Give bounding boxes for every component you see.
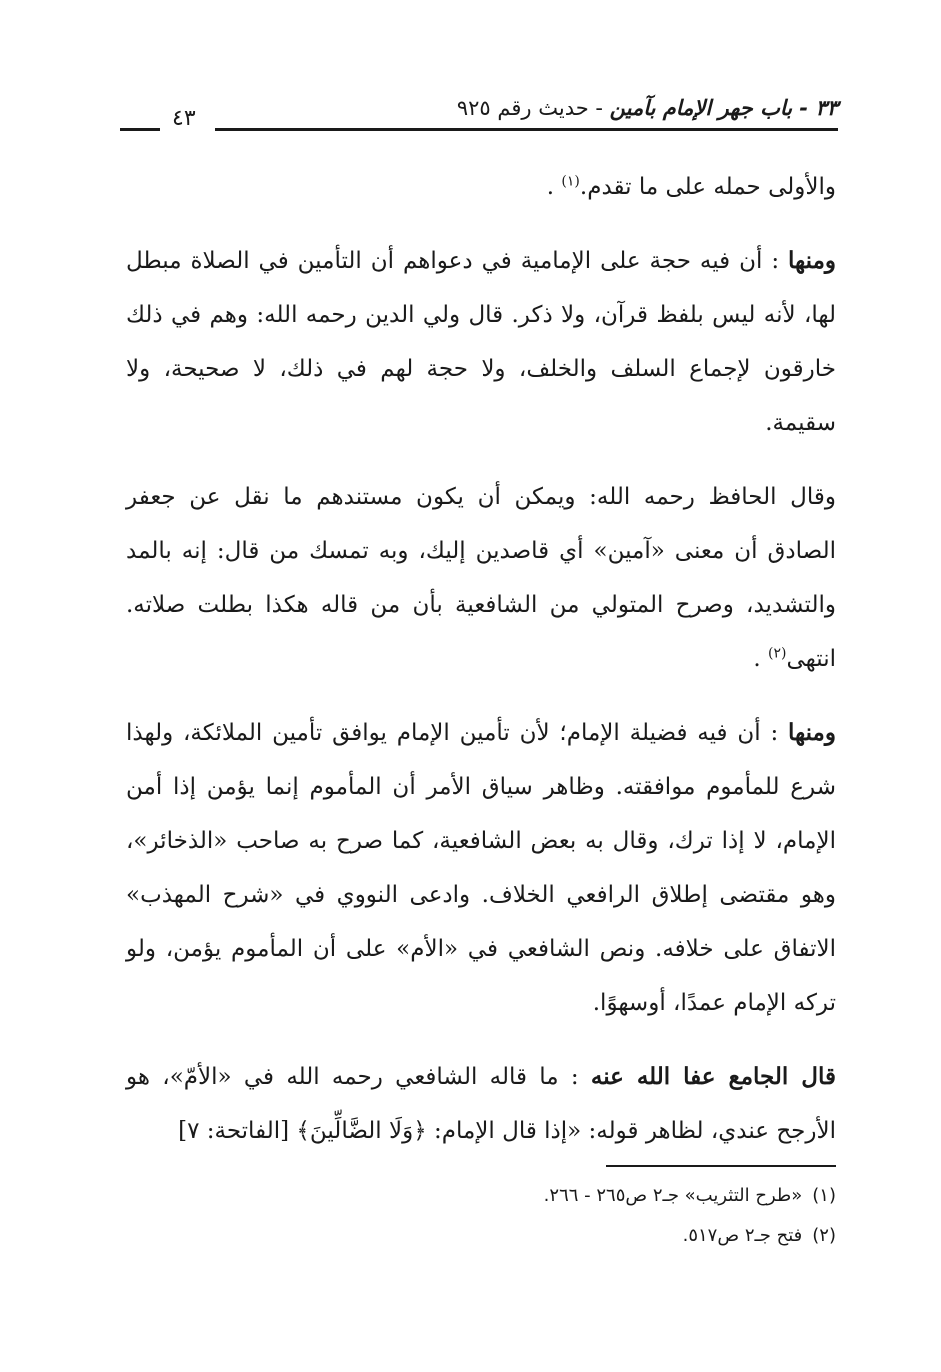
running-title — [457, 96, 838, 120]
paragraph-text: : ما قاله الشافعي رحمه الله في «الأمّ»، هو الأرجح عندي، لظاهر قوله: «إذا قال الإمام: ﴿وَلَا الضَّالِّينَ﴾ [الفاتحة: ٧] — [126, 1064, 836, 1144]
footnote-number: (١) — [812, 1185, 836, 1206]
footnote-text: فتح جـ٢ ص٥١٧. — [682, 1225, 803, 1246]
paragraph-lead: قال الجامع عفا الله عنه — [590, 1063, 836, 1090]
paragraph — [126, 706, 836, 1030]
paragraph — [126, 1050, 836, 1158]
page-number: ٤٣ — [172, 106, 196, 131]
page-number-dash — [120, 128, 160, 131]
paragraph: والأولى حمله على ما تقدم.$^{(١)}$ . — [546, 173, 836, 200]
paragraph-text: والأولى حمله على ما تقدم. — [579, 174, 836, 200]
main-text — [126, 160, 836, 1178]
paragraph — [126, 234, 836, 450]
footnote — [336, 1216, 836, 1256]
footnote-rule — [606, 1165, 836, 1167]
footnote-text: «طرح التثريب» جـ٢ ص٢٦٥ - ٢٦٦. — [543, 1185, 803, 1206]
chapter-title: ٣٣ - باب جهر الإمام بآمين — [609, 96, 838, 120]
footnotes — [336, 1176, 836, 1256]
paragraph-lead: ومنها — [788, 719, 836, 746]
header-rule — [215, 128, 838, 131]
paragraph-text: وقال الحافظ رحمه الله: ويمكن أن يكون مستندهم ما نقل عن جعفر الصادق أن معنى «آمين» أي قاصدين إليك، وبه تمسك من قال: إنه بالمد والتشديد، وصرح المتولي من الشافعية بأن من قاله هكذا بطلت صلاته. انتهى — [126, 484, 836, 672]
paragraph-text: : أن فيه حجة على الإمامية في دعواهم أن التأمين في الصلاة مبطل لها، لأنه ليس بلفظ قرآن، ولا ذكر. قال ولي الدين رحمه الله: وهم في ذلك خارقون لإجماع السلف والخلف، ولا حجة لهم في ذلك، لا صحيحة، ولا سقيمة. — [126, 248, 836, 436]
paragraph-text: : أن فيه فضيلة الإمام؛ لأن تأمين الإمام يوافق تأمين الملائكة، ولهذا شرع للمأموم موافقته. وظاهر سياق الأمر أن المأموم إنما يؤمن إذا أمن الإمام، لا إذا ترك، وقال به بعض الشافعية، كما صرح به صاحب «الذخائر»، وهو مقتضى إطلاق الرافعي الخلاف. وادعى النووي في «شرح المهذب» الاتفاق على خلافه. ونص الشافعي في «الأم» على أن المأموم يؤمن، ولو تركه الإمام عمدًا، أوسهوًا. — [126, 720, 836, 1016]
footnote — [336, 1176, 836, 1216]
footnote-ref[interactable]: (٢) — [768, 645, 787, 662]
paragraph: وقال الحافظ رحمه الله: ويمكن أن يكون مستندهم ما نقل عن جعفر الصادق أن معنى «آمين» أي قاصدين إليك، وبه تمسك من قال: إنه بالمد والتشديد، وصرح المتولي من الشافعية بأن من قاله هكذا بطلت صلاته. انتهى$^{(٢)}$ . — [126, 484, 836, 672]
footnote-number: (٢) — [812, 1225, 836, 1246]
page-header — [120, 96, 838, 136]
paragraph-lead: ومنها — [788, 247, 837, 274]
footnote-ref[interactable]: (١) — [561, 173, 580, 190]
hadith-number: - حديث رقم ٩٢٥ — [456, 96, 610, 120]
